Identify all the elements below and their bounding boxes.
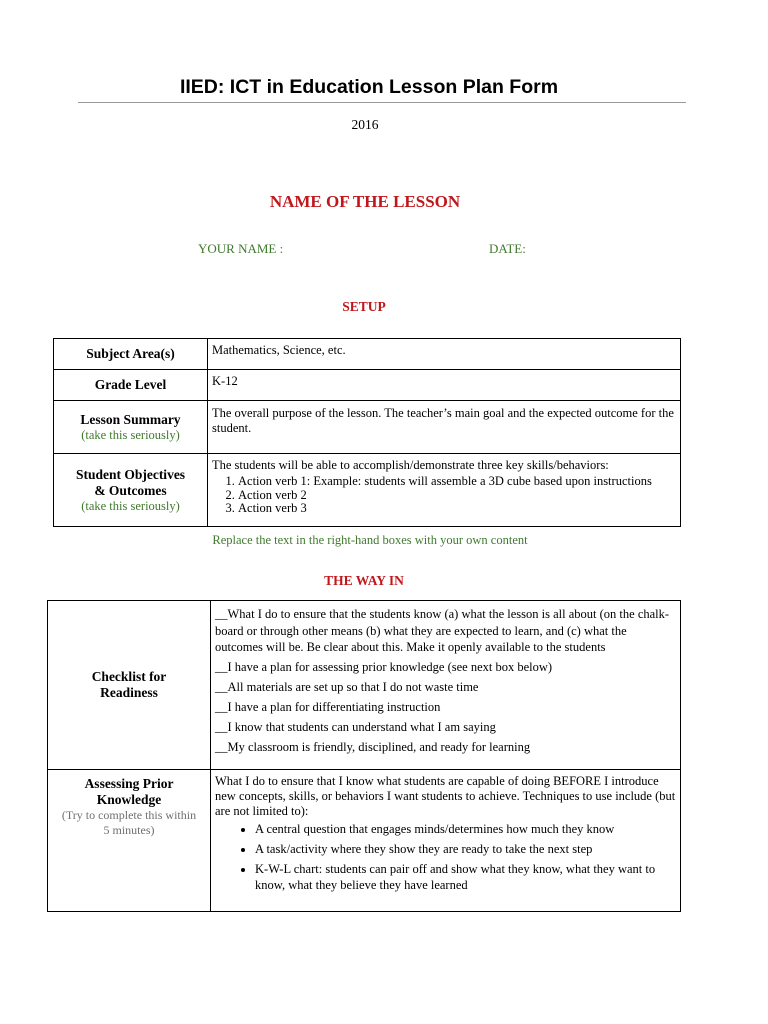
student-objectives-title-line2: & Outcomes (94, 482, 167, 498)
list-item: __I have a plan for differentiating instruction (215, 700, 441, 714)
list-item: __All materials are set up so that I do not waste time (215, 680, 479, 694)
subject-area-value (208, 339, 681, 370)
objectives-list (208, 475, 680, 516)
lesson-summary-text: The overall purpose of the lesson. The teacher’s main goal and the expected outcome for the student. (212, 406, 674, 435)
checklist-title-line1: Checklist for (91, 669, 167, 684)
checklist-title-line2: Readiness (100, 685, 158, 700)
list-item: 1. Action verb 1: Example: students will assemble a 3D cube based upon instructions (238, 475, 680, 489)
way-in-table (47, 600, 681, 912)
grade-level-value (208, 370, 681, 401)
prior-knowledge-value (211, 770, 681, 912)
lesson-summary-title: Lesson Summary (80, 411, 181, 427)
list-item: __What I do to ensure that the students know (a) what the lesson is all about (on the chalk-board or through other means (b) what they are expected to learn, and (c) what the outcomes will be. Be clear about this. Make it openly available to the students (215, 607, 670, 654)
grade-level-label: Grade Level (54, 370, 208, 401)
subject-area-label: Subject Area(s) (54, 339, 208, 370)
table-row (54, 339, 681, 370)
subject-area-text: Mathematics, Science, etc. (212, 343, 346, 357)
list-item: 2. Action verb 2 (238, 489, 680, 503)
document-title: IIED: ICT in Education Lesson Plan Form (179, 76, 559, 98)
setup-table (53, 338, 681, 527)
checklist-label (48, 601, 211, 770)
way-in-heading: THE WAY IN (324, 573, 404, 588)
student-objectives-title-line1: Student Objectives (75, 466, 186, 482)
lesson-summary-note: (take this seriously) (81, 427, 180, 442)
prior-knowledge-intro: What I do to ensure that I know what students are capable of doing BEFORE I introduce new concepts, skills, or behaviors I want students to achieve. Techniques to use include (but are not limited to): (215, 774, 676, 818)
date-label: DATE: (489, 241, 526, 256)
list-item: 3. Action verb 3 (238, 502, 680, 516)
setup-heading: SETUP (342, 299, 386, 314)
title-divider (78, 102, 686, 103)
replace-text-note: Replace the text in the right-hand boxes with your own content (212, 533, 528, 547)
grade-level-text: K-12 (212, 374, 238, 388)
list-item: __I have a plan for assessing prior knowledge (see next box below) (215, 660, 553, 674)
prior-knowledge-title-line1: Assessing Prior (84, 776, 174, 791)
table-row (54, 401, 681, 454)
lesson-summary-value (208, 401, 681, 454)
lesson-name-heading: NAME OF THE LESSON (269, 192, 461, 211)
table-row (54, 370, 681, 401)
student-objectives-note: (take this seriously) (81, 498, 180, 513)
prior-knowledge-label (48, 770, 211, 912)
your-name-label: YOUR NAME : (198, 241, 284, 256)
list-item: __I know that students can understand what I am saying (215, 720, 496, 734)
table-row (54, 454, 681, 527)
lesson-summary-label (54, 401, 208, 454)
prior-knowledge-title-line2: Knowledge (96, 792, 162, 807)
student-objectives-intro: The students will be able to accomplish/demonstrate three key skills/behaviors: (212, 458, 609, 472)
checklist-value (211, 601, 681, 770)
table-row (48, 601, 681, 770)
checklist-items (211, 601, 680, 759)
techniques-list (211, 821, 680, 893)
document-year: 2016 (351, 117, 379, 132)
list-item: • A task/activity where they show they are ready to take the next step (255, 841, 680, 857)
list-item: • K-W-L chart: students can pair off and show what they know, what they want to know, what they believe they have learned (255, 861, 680, 893)
list-item: • A central question that engages minds/determines how much they know (255, 821, 680, 837)
list-item: __My classroom is friendly, disciplined, and ready for learning (215, 740, 531, 754)
student-objectives-label (54, 454, 208, 527)
student-objectives-value (208, 454, 681, 527)
table-row (48, 770, 681, 912)
prior-knowledge-note: (Try to complete this within 5 minutes) (61, 808, 197, 837)
